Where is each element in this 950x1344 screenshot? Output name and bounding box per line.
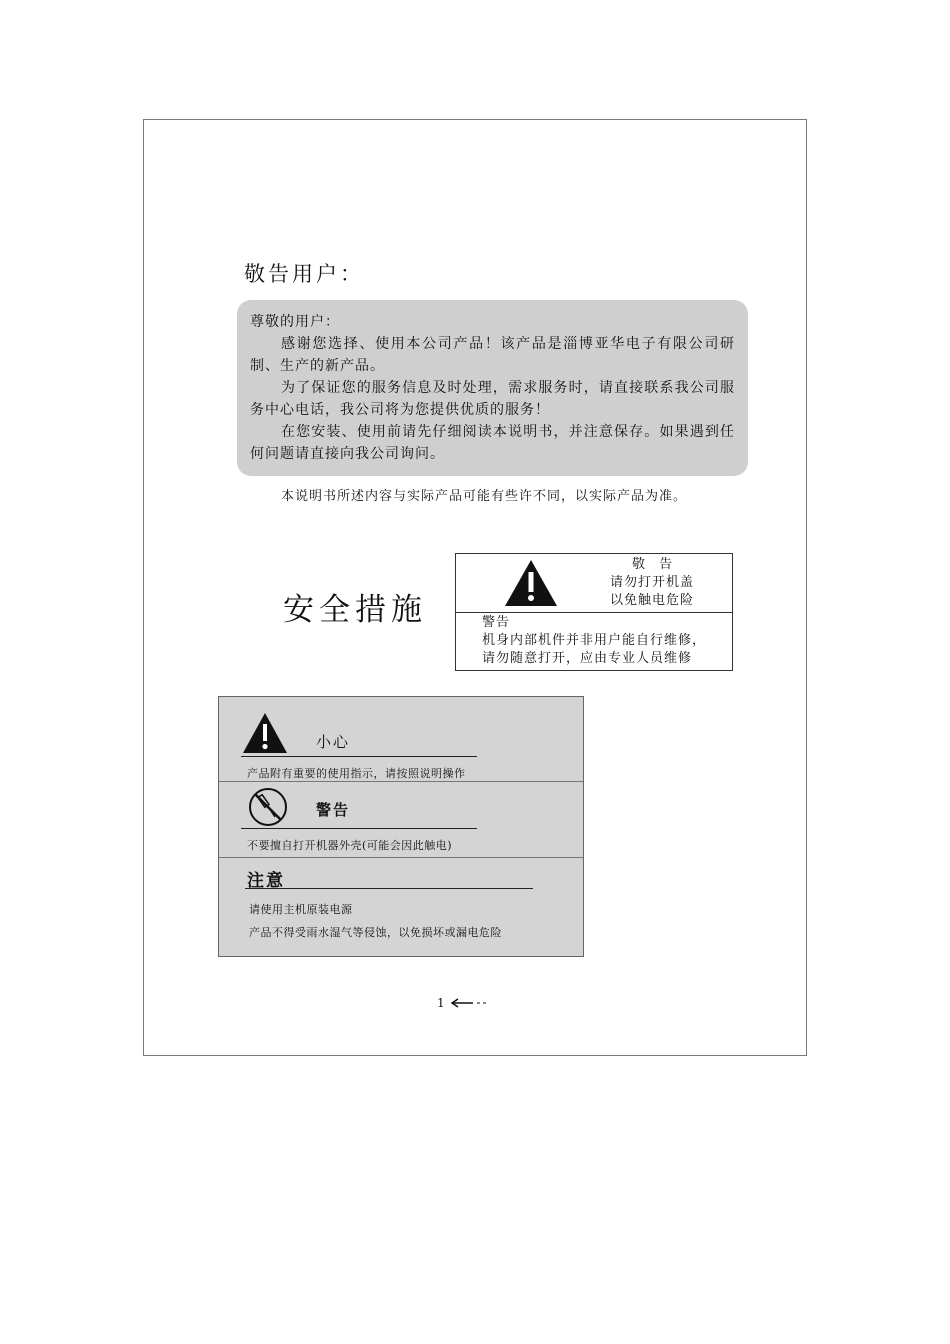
caution-panel — [218, 696, 584, 957]
warning-title: 警告 — [316, 801, 351, 819]
caution-divider — [241, 756, 477, 757]
notice-paragraph-2: 为了保证您的服务信息及时处理，需求服务时，请直接联系我公司服务中心电话，我公司将为您提供优质的服务！ — [250, 380, 735, 418]
caution-section — [219, 697, 583, 782]
warning-text: 不要擅自打开机器外壳(可能会因此触电) — [247, 839, 453, 852]
notice-heading: 敬告用户： — [244, 262, 364, 286]
notice-greeting: 尊敬的用户： — [250, 314, 340, 330]
caution-text: 产品附有重要的使用指示，请按照说明操作 — [247, 767, 466, 780]
warning-label-line-2: 以免触电危险 — [610, 593, 695, 608]
note-title: 注意 — [247, 871, 285, 891]
page-number-value: 1 — [437, 996, 445, 1010]
arrow-left-icon — [449, 998, 489, 1008]
warning-triangle-icon — [241, 711, 289, 755]
safety-title: 安全措施 — [283, 592, 427, 628]
warning-label-bottom-line-2: 请勿随意打开，应由专业人员维修 — [482, 651, 693, 666]
caution-title: 小心 — [316, 733, 351, 751]
disclaimer-text: 本说明书所述内容与实际产品可能有些许不同，以实际产品为准。 — [281, 489, 688, 504]
no-screwdriver-icon — [247, 786, 289, 828]
note-line-2: 产品不得受雨水湿气等侵蚀，以免损坏或漏电危险 — [249, 926, 502, 939]
warning-label-box — [455, 553, 733, 671]
note-divider — [245, 888, 533, 889]
warning-label-title: 敬 告 — [632, 557, 678, 572]
warning-label-bottom-line-1: 机身内部机件并非用户能自行维修， — [482, 633, 707, 648]
warning-label-bottom-title: 警告 — [482, 615, 511, 630]
notice-paragraph-1: 感谢您选择、使用本公司产品！该产品是淄博亚华电子有限公司研制、生产的新产品。 — [250, 336, 735, 374]
warning-label-top — [456, 554, 732, 613]
page-number — [437, 996, 489, 1010]
warning-label-line-1: 请勿打开机盖 — [610, 575, 695, 590]
warning-triangle-icon — [503, 558, 559, 608]
note-line-1: 请使用主机原装电源 — [249, 903, 353, 916]
notice-paragraph-3: 在您安装、使用前请先仔细阅读本说明书，并注意保存。如果遇到任何问题请直接向我公司询问。 — [250, 424, 735, 462]
warning-divider — [241, 828, 477, 829]
note-section — [219, 858, 583, 956]
notice-box — [237, 300, 748, 476]
warning-section — [219, 782, 583, 858]
